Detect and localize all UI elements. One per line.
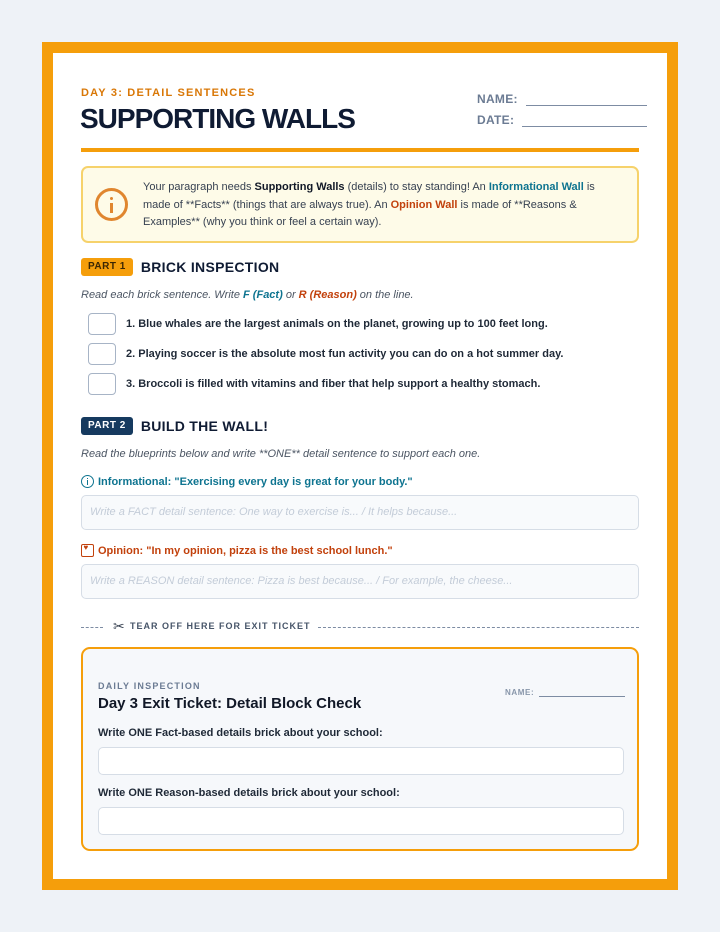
date-line[interactable]	[522, 115, 647, 127]
answer-box[interactable]	[88, 373, 116, 395]
heart-bubble-icon	[81, 544, 94, 557]
part2-instructions: Read the blueprints below and write **ONE** detail sentence to support each one.	[81, 448, 481, 460]
tear-label: TEAR OFF HERE FOR EXIT TICKET	[130, 621, 311, 631]
intro-callout	[81, 166, 639, 243]
brick-item-2	[88, 343, 563, 365]
intro-informational: Informational Wall	[488, 181, 584, 193]
day-eyebrow: DAY 3: DETAIL SENTENCES	[81, 87, 256, 99]
fact-placeholder: Write a FACT detail sentence: One way to exercise is... / It helps because...	[90, 506, 458, 518]
ticket-name-line[interactable]	[539, 689, 625, 697]
reason-placeholder: Write a REASON detail sentence: Pizza is best because... / For example, the cheese...	[90, 575, 513, 587]
part2-title: BUILD THE WALL!	[140, 418, 269, 434]
answer-box[interactable]	[88, 313, 116, 335]
brick-item-3	[88, 373, 540, 395]
part2-header	[81, 417, 268, 435]
exit-ticket	[81, 647, 639, 851]
page-title: SUPPORTING WALLS	[80, 103, 355, 134]
name-date-block	[477, 85, 647, 127]
part1-instructions: Read each brick sentence. Write F (Fact) or R (Reason) on the line.	[81, 289, 414, 301]
brick-item-1	[88, 313, 548, 335]
informational-prompt: Informational: "Exercising every day is great for your body."	[81, 475, 413, 488]
opinion-prompt: ♥ Opinion: "In my opinion, pizza is the best school lunch."	[81, 544, 393, 557]
ticket-fact-input[interactable]	[98, 747, 624, 775]
reason-sentence-input[interactable]	[81, 564, 639, 599]
intro-text: Your paragraph needs Supporting Walls (details) to stay standing! An Informational Wall is made of **Facts** (things that are always true). An Opinion Wall is made of **Reasons & Examples** (why you think or feel a certain way).	[143, 181, 595, 228]
part1-badge: PART 1	[81, 258, 133, 276]
intro-opinion: Opinion Wall	[390, 198, 458, 211]
header-divider	[81, 148, 639, 152]
answer-box[interactable]	[88, 343, 116, 365]
ticket-reason-input[interactable]	[98, 807, 624, 835]
worksheet	[53, 53, 667, 879]
part1-header	[81, 258, 279, 276]
intro-bold: Supporting Walls	[254, 181, 345, 193]
info-icon	[95, 188, 128, 221]
fact-sentence-input[interactable]	[81, 495, 639, 530]
ticket-question-2: Write ONE Reason-based details brick about your school:	[98, 787, 400, 799]
ticket-question-1: Write ONE Fact-based details brick about your school:	[98, 727, 383, 739]
page-border	[42, 42, 678, 890]
ticket-name-block	[505, 688, 625, 697]
brick-sentence: 2. Playing soccer is the absolute most fun activity you can do on a hot summer day.	[126, 348, 564, 360]
ticket-name-label: NAME:	[505, 688, 535, 697]
brick-sentence: 1. Blue whales are the largest animals on the planet, growing up to 100 feet long.	[126, 318, 548, 330]
date-label: DATE:	[477, 113, 515, 127]
tear-off-line	[81, 620, 639, 634]
info-circle-icon	[81, 475, 94, 488]
scissors-icon: ✂	[113, 618, 125, 634]
name-line[interactable]	[526, 94, 647, 106]
name-label: NAME:	[477, 92, 518, 106]
part1-title: BRICK INSPECTION	[140, 259, 280, 275]
ticket-title: Day 3 Exit Ticket: Detail Block Check	[98, 695, 362, 712]
ticket-eyebrow: DAILY INSPECTION	[98, 681, 201, 691]
brick-sentence: 3. Broccoli is filled with vitamins and fiber that help support a healthy stomach.	[126, 378, 541, 390]
part2-badge: PART 2	[81, 417, 133, 435]
